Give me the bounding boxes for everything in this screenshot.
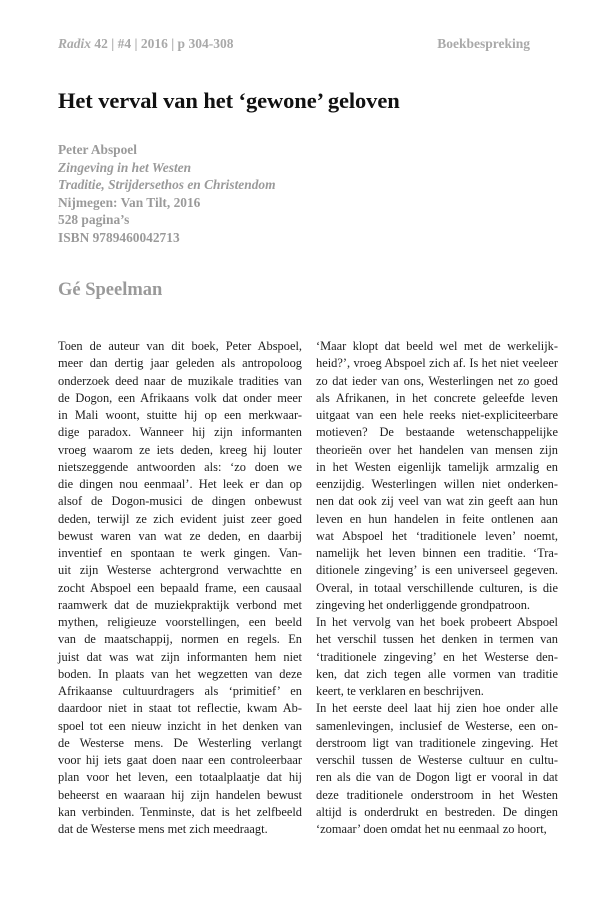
text-line: samenlevingen, inclusief de Westerse, een on-	[316, 718, 558, 733]
text-line: uitgaat van een hele reeks niet-expliciteerbare	[316, 408, 558, 422]
text-line: ‘Maar klopt dat beeld wel met de werkelijk-	[316, 339, 558, 353]
text-line: ken, dat zich tegen alle vormen van traditie	[316, 666, 558, 681]
text-line: mythen, religieuze voorstellingen, een beeld	[58, 615, 302, 629]
text-line: alsof de Dogon-musici de dingen onbewust	[58, 494, 302, 509]
running-header	[58, 36, 530, 56]
text-line: ‘zomaar’ doen omdat het nu eenmaal zo hoort,	[316, 822, 547, 836]
book-pages: 528 pagina’s	[58, 212, 130, 228]
article-title: Het verval van het ‘gewone’ geloven	[58, 88, 400, 113]
text-line: In het eerste deel laat hij zien hoe onder alle	[316, 701, 558, 716]
text-line: Afrikaanse cultuurdragers als ‘primitief’ en	[58, 684, 302, 698]
reviewer-name: Gé Speelman	[58, 280, 163, 300]
text-line: bewust waren van wat ze deden, en daarbij	[58, 528, 302, 543]
journal-name: Radix	[58, 36, 92, 51]
text-line: deden, terwijl ze zich evident juist zeer goed	[58, 511, 302, 526]
body-column-left	[58, 338, 302, 838]
text-line: juist dat was wat zijn informanten hem niet	[58, 649, 302, 664]
text-line: uit zijn Westerse achtergrond verwachtte en	[58, 563, 302, 578]
text-line: daardoor niet in staat tot reflectie, kwam Ab-	[58, 701, 302, 716]
book-details	[58, 141, 276, 247]
text-line: theorieën over het handelen van mensen zijn	[316, 442, 558, 457]
section-label: Boekbespreking	[437, 36, 530, 51]
journal-citation	[58, 36, 233, 52]
text-line: inventief en spontaan te werk gingen. Van-	[58, 546, 302, 560]
text-line: in Mali woont, stuitte hij op een merkwaar-	[58, 408, 302, 422]
text-line: ditionele zingeving’ is een universeel gegeven.	[316, 563, 558, 578]
text-line: raamwerk dat de muziekpraktijk verbond met	[58, 597, 302, 612]
text-line: nietszeggende antwoorden als: ‘zo doen we	[58, 459, 302, 474]
text-line: boden. In plaats van het wegzetten van deze	[58, 666, 302, 681]
text-line: derstroom ligt van traditionele zingeving. Het	[316, 735, 558, 750]
book-isbn: ISBN 9789460042713	[58, 229, 180, 245]
text-line: wat Abspoel het ‘traditionele leven’ noemt,	[316, 528, 558, 543]
text-line: kan verbinden. Tenminste, dat is het zelfbeeld	[58, 804, 302, 819]
text-line: zo dat ieder van ons, Westerlingen net zo goed	[316, 373, 558, 388]
text-line: de Westerse mens. De Westerling verlangt	[58, 735, 302, 750]
text-line: leven en hun handelen in feite ontlenen aan	[316, 511, 558, 526]
text-line: altijd is onderdrukt en bestreden. De dingen	[316, 804, 558, 819]
text-line: heid?’, vroeg Abspoel zich af. Is het niet veeleer	[316, 356, 558, 371]
text-line: voor hij iets gaat doen naar een controleerbaar	[58, 753, 302, 767]
book-publisher: Nijmegen: Van Tilt, 2016	[58, 194, 201, 210]
text-line: dige paradox. Wanneer hij zijn informanten	[58, 425, 302, 440]
text-line: die dingen nou eenmaal’. Het leek er dan op	[58, 477, 302, 491]
text-line: namelijk het leven binnen een traditie. ‘Tra-	[316, 546, 558, 560]
text-line: verschil tussen de Westerse cultuur en cultu-	[316, 753, 558, 767]
text-line: als Afrikanen, in het concrete geleefde leven	[316, 390, 558, 405]
text-line: motieven? De bestaande wetenschappelijke	[316, 425, 558, 440]
text-line: van de maatschappij, normen en regels. En	[58, 632, 302, 647]
text-line: deze traditionele onderstroom in het Westen	[316, 787, 558, 802]
book-subtitle: Traditie, Strijdersethos en Christendom	[58, 177, 276, 193]
text-line: meer dan dertig jaar geleden als antropoloog	[58, 356, 302, 371]
book-author: Peter Abspoel	[58, 142, 137, 157]
book-title: Zingeving in het Westen	[58, 159, 192, 175]
text-line: spoel tot een nieuw inzicht in het denken van	[58, 718, 302, 733]
text-line: plan voor het leven, een totaalplaatje dat hij	[58, 770, 302, 785]
text-line: in het Westen eigenlijk tamelijk armzalig en	[316, 459, 558, 474]
text-line: ren als die van de Dogon ligt er vooral in dat	[316, 770, 558, 785]
text-line: Toen de auteur van dit boek, Peter Abspoel,	[58, 339, 302, 353]
body-column-right	[316, 338, 558, 838]
text-line: ‘traditionele zingeving’ en het Westerse den-	[316, 649, 558, 664]
text-line: onderzoek deed naar de muzikale tradities van	[58, 373, 302, 388]
text-line: het verschil tussen het denken in termen van	[316, 632, 558, 647]
text-line: dat de Westerse mens met zich meedraagt.	[58, 822, 268, 836]
text-line: zingeving het onderliggende grondpatroon.	[316, 597, 531, 612]
text-line: keert, te verklaren en beschrijven.	[316, 684, 484, 698]
text-line: In het vervolg van het boek probeert Abspoel	[316, 615, 558, 629]
text-line: Overal, in totaal verschillende culturen, is die	[316, 580, 558, 595]
text-line: vroeg waarom ze iets deden, kreeg hij louter	[58, 442, 302, 457]
text-line: zocht Abspoel een bepaald frame, een causaal	[58, 580, 302, 595]
text-line: de Dogon, een Afrikaans volk dat onder meer	[58, 390, 302, 405]
text-line: beheerst en waaraan hij zijn handelen bewust	[58, 787, 302, 802]
text-line: nen dat ook zij veel van wat zin geeft aan hun	[316, 494, 558, 509]
text-line: eenzijdig. Westerlingen willen niet onderken-	[316, 477, 558, 491]
issue-info: 42 | #4 | 2016 | p 304-308	[94, 36, 234, 51]
